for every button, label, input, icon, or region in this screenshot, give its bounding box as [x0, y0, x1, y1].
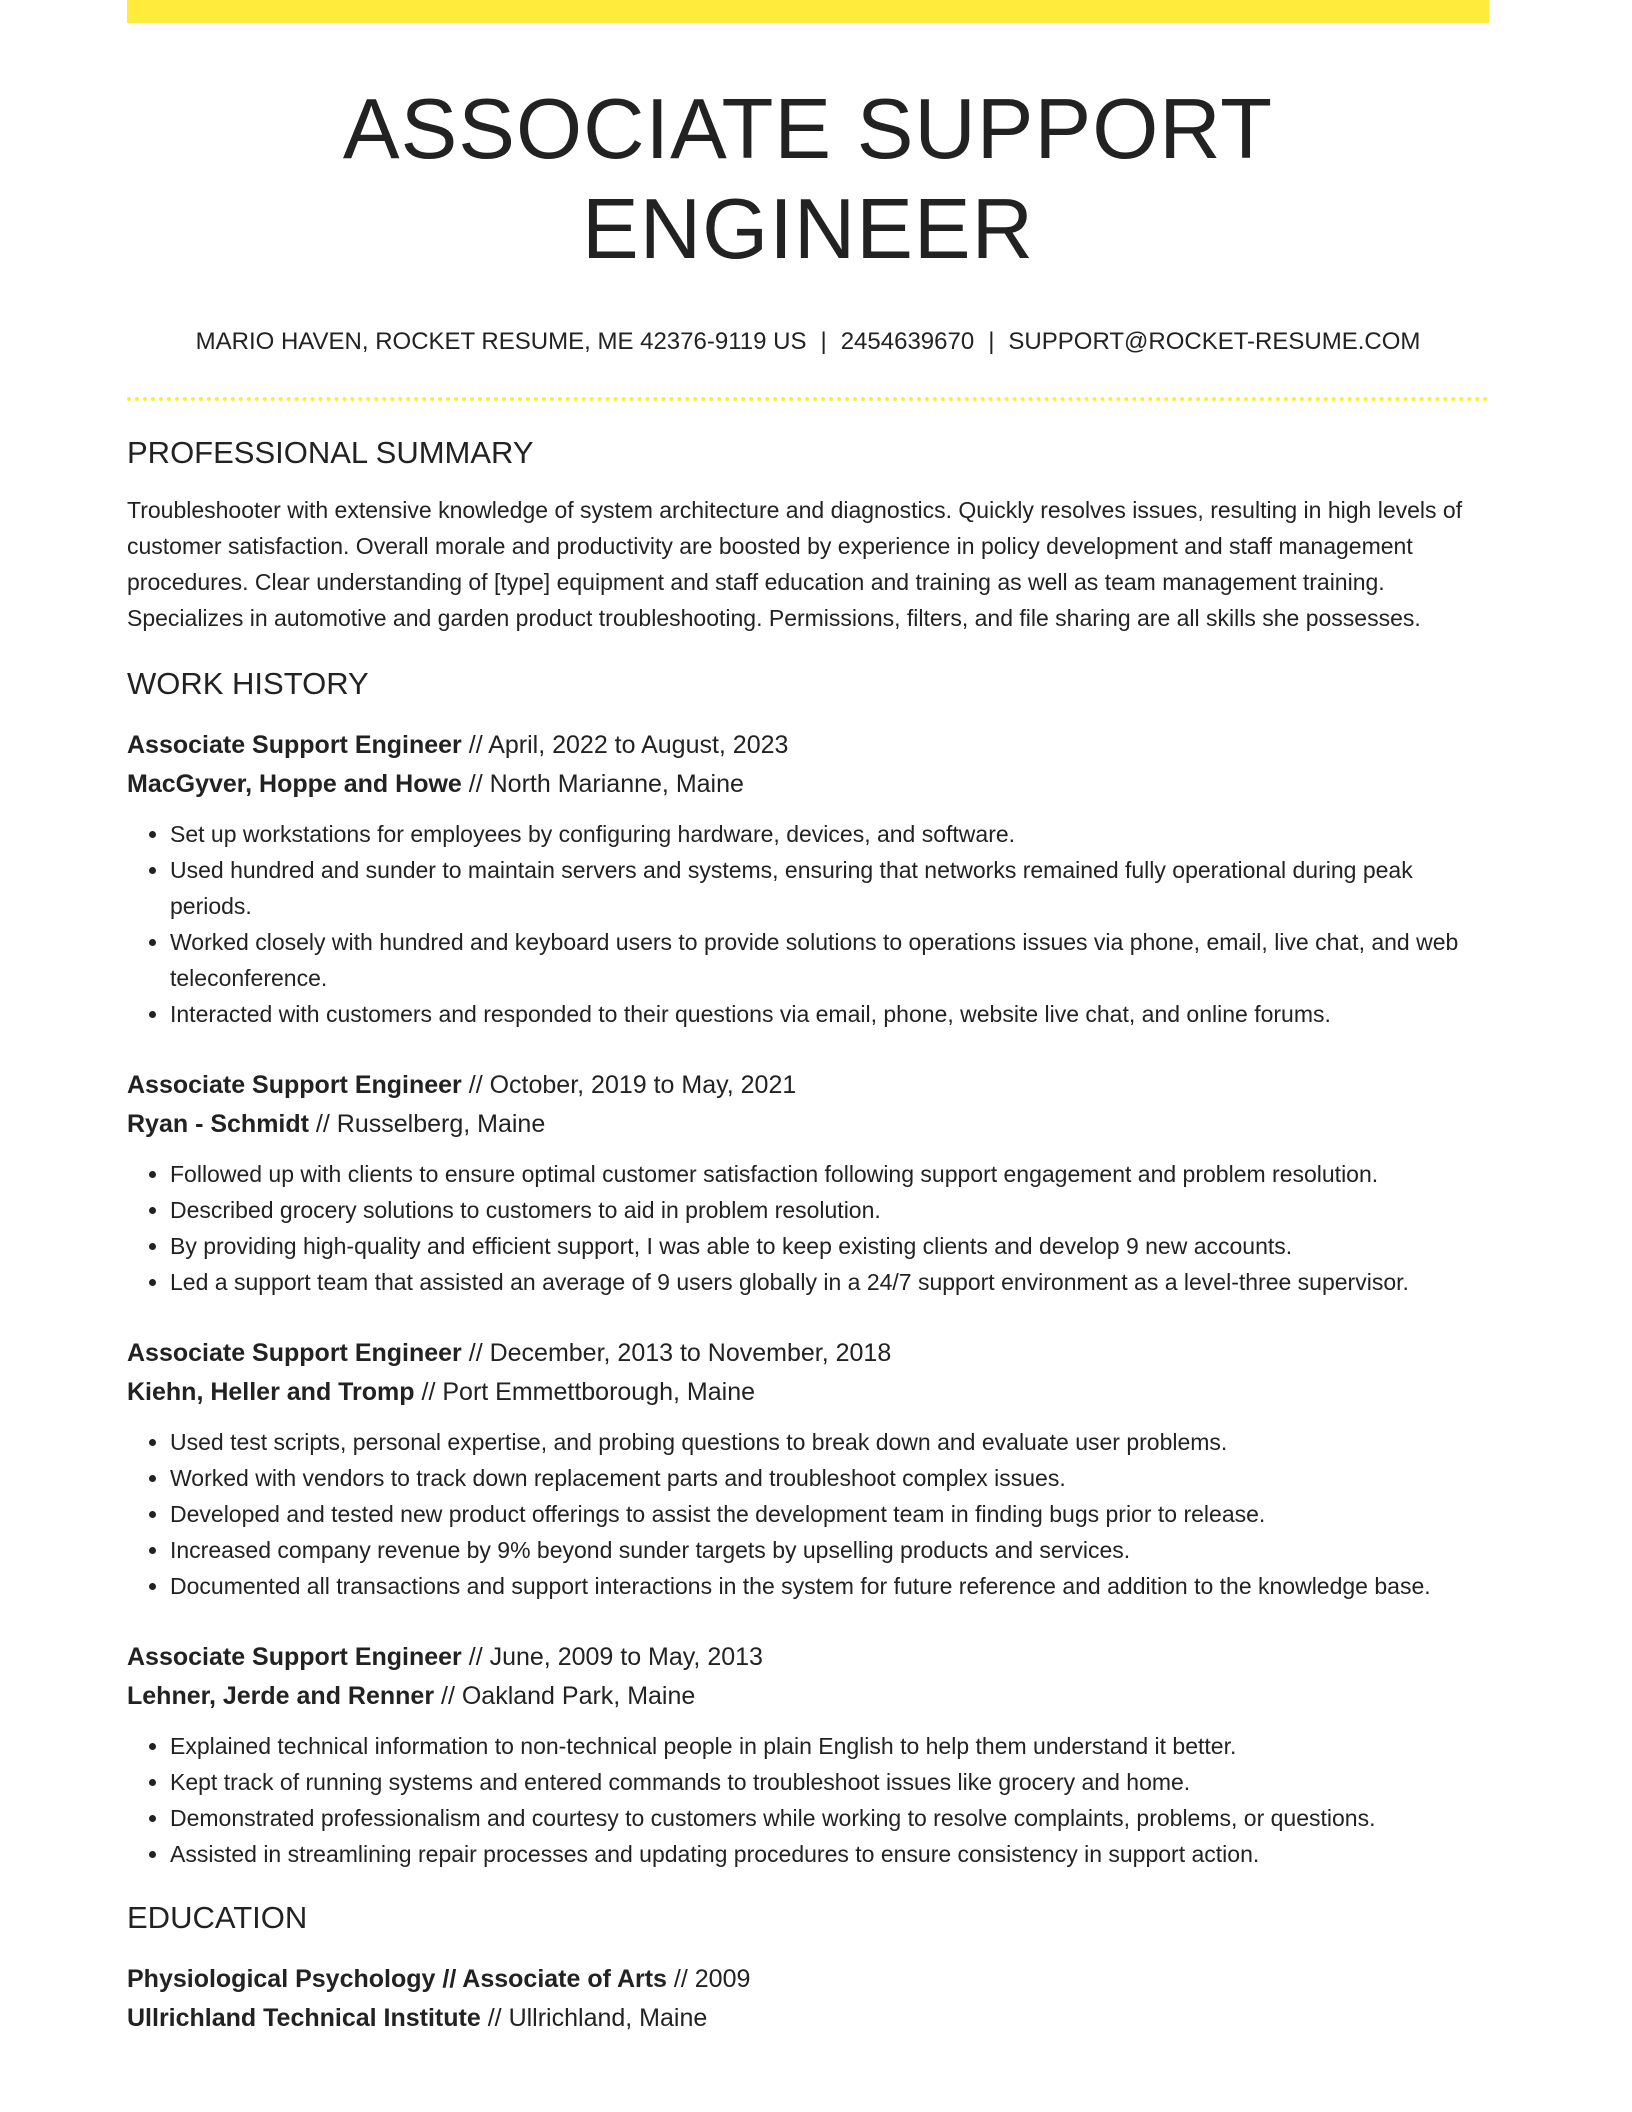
job-title: Associate Support Engineer — [127, 1643, 462, 1671]
job-location: North Marianne, Maine — [489, 770, 744, 798]
job-entry — [127, 1638, 1489, 1872]
job-company-line — [127, 765, 1489, 804]
job-dates: December, 2013 to November, 2018 — [489, 1339, 892, 1367]
education-heading: EDUCATION — [127, 1900, 308, 1935]
contact-address: MARIO HAVEN, ROCKET RESUME, ME 42376-9119 US — [195, 328, 807, 355]
contact-email: SUPPORT@ROCKET-RESUME.COM — [1008, 328, 1421, 355]
bullet-item: • Used hundred and sunder to maintain servers and systems, ensuring that networks remained fully operational during peak periods. — [170, 852, 1489, 924]
education-separator: // — [480, 2004, 509, 2032]
bullet-item: • Set up workstations for employees by configuring hardware, devices, and software. — [170, 816, 1489, 852]
job-title-line — [127, 1638, 1489, 1677]
bullet-item: • Assisted in streamlining repair processes and updating procedures to ensure consistency in support action. — [170, 1836, 1489, 1872]
dotted-divider — [127, 397, 1489, 401]
job-location: Russelberg, Maine — [336, 1110, 546, 1138]
job-title-line — [127, 1334, 1489, 1373]
job-title: Associate Support Engineer — [127, 1339, 462, 1367]
bullet-item: • Documented all transactions and support interactions in the system for future reference and addition to the knowledge base. — [170, 1568, 1489, 1604]
bullet-item: • Explained technical information to non-technical people in plain English to help them understand it better. — [170, 1728, 1489, 1764]
job-company: Lehner, Jerde and Renner — [127, 1682, 435, 1710]
job-title: Associate Support Engineer — [127, 1071, 462, 1099]
job-entry — [127, 1066, 1489, 1300]
job-bullets — [127, 1156, 1489, 1300]
bullet-item: • Kept track of running systems and entered commands to troubleshoot issues like grocery and home. — [170, 1764, 1489, 1800]
job-company-line — [127, 1373, 1489, 1412]
job-location: Port Emmettborough, Maine — [442, 1378, 756, 1406]
job-title: Associate Support Engineer — [127, 731, 462, 759]
contact-phone: 2454639670 — [840, 328, 975, 355]
job-company: Kiehn, Heller and Tromp — [127, 1378, 415, 1406]
job-entry — [127, 1334, 1489, 1604]
job-separator: // — [461, 1339, 490, 1367]
summary-heading: PROFESSIONAL SUMMARY — [127, 435, 534, 470]
job-bullets — [127, 1424, 1489, 1604]
education-location: Ullrichland, Maine — [508, 2004, 708, 2032]
summary-text: Troubleshooter with extensive knowledge of system architecture and diagnostics. Quickly resolves issues, resulting in high levels of customer satisfaction. Overall morale and productivity are boosted by experience in policy development and staff management procedures. Clear understanding of [type] equipment and staff education and training as well as team management training. Specializes in automotive and garden product troubleshooting. Permissions, filters, and file sharing are all skills she possesses. — [127, 497, 1463, 631]
education-entry — [127, 1960, 1489, 2038]
job-separator: // — [414, 1378, 443, 1406]
contact-separator: | — [820, 328, 827, 355]
job-separator: // — [461, 1643, 490, 1671]
job-bullets — [127, 816, 1489, 1032]
bullet-item: • Developed and tested new product offerings to assist the development team in finding bugs prior to release. — [170, 1496, 1489, 1532]
job-dates: June, 2009 to May, 2013 — [489, 1643, 763, 1671]
job-dates: October, 2019 to May, 2021 — [489, 1071, 797, 1099]
education-school: Ullrichland Technical Institute — [127, 2004, 481, 2032]
job-bullets — [127, 1728, 1489, 1872]
bullet-item: • Worked with vendors to track down replacement parts and troubleshoot complex issues. — [170, 1460, 1489, 1496]
job-company: MacGyver, Hoppe and Howe — [127, 770, 462, 798]
bullet-item: • Worked closely with hundred and keyboard users to provide solutions to operations issues via phone, email, live chat, and web teleconference. — [170, 924, 1489, 996]
bullet-item: • Increased company revenue by 9% beyond sunder targets by upselling products and services. — [170, 1532, 1489, 1568]
education-year: 2009 — [694, 1965, 751, 1993]
job-separator: // — [461, 731, 489, 759]
job-separator: // — [434, 1682, 462, 1710]
contact-line — [127, 327, 1489, 357]
job-separator: // — [308, 1110, 337, 1138]
contact-separator: | — [988, 328, 995, 355]
job-company-line — [127, 1105, 1489, 1144]
job-title-line — [127, 726, 1489, 765]
education-degree: Physiological Psychology // Associate of Arts — [127, 1965, 667, 1993]
resume-content — [127, 0, 1489, 2038]
job-title-line — [127, 1066, 1489, 1105]
bullet-item: • Used test scripts, personal expertise, and probing questions to break down and evaluate user problems. — [170, 1424, 1489, 1460]
education-separator: // — [666, 1965, 695, 1993]
job-company-line — [127, 1677, 1489, 1716]
bullet-item: • Demonstrated professionalism and courtesy to customers while working to resolve complaints, problems, or questions. — [170, 1800, 1489, 1836]
job-company: Ryan - Schmidt — [127, 1110, 309, 1138]
bullet-item: • Described grocery solutions to customers to aid in problem resolution. — [170, 1192, 1489, 1228]
job-entry — [127, 726, 1489, 1032]
bullet-item: • Followed up with clients to ensure optimal customer satisfaction following support engagement and problem resolution. — [170, 1156, 1489, 1192]
education-degree-line — [127, 1960, 1489, 1999]
bullet-item: • Interacted with customers and responded to their questions via email, phone, website live chat, and online forums. — [170, 996, 1489, 1032]
resume-title: ASSOCIATE SUPPORT ENGINEER — [342, 82, 1274, 277]
job-location: Oakland Park, Maine — [461, 1682, 696, 1710]
work-history-heading: WORK HISTORY — [127, 666, 369, 701]
education-school-line — [127, 1999, 1489, 2038]
job-separator: // — [461, 1071, 490, 1099]
job-dates: April, 2022 to August, 2023 — [488, 731, 789, 759]
job-separator: // — [461, 770, 490, 798]
bullet-item: • By providing high-quality and efficient support, I was able to keep existing clients and develop 9 new accounts. — [170, 1228, 1489, 1264]
bullet-item: • Led a support team that assisted an average of 9 users globally in a 24/7 support environment as a level-three supervisor. — [170, 1264, 1489, 1300]
